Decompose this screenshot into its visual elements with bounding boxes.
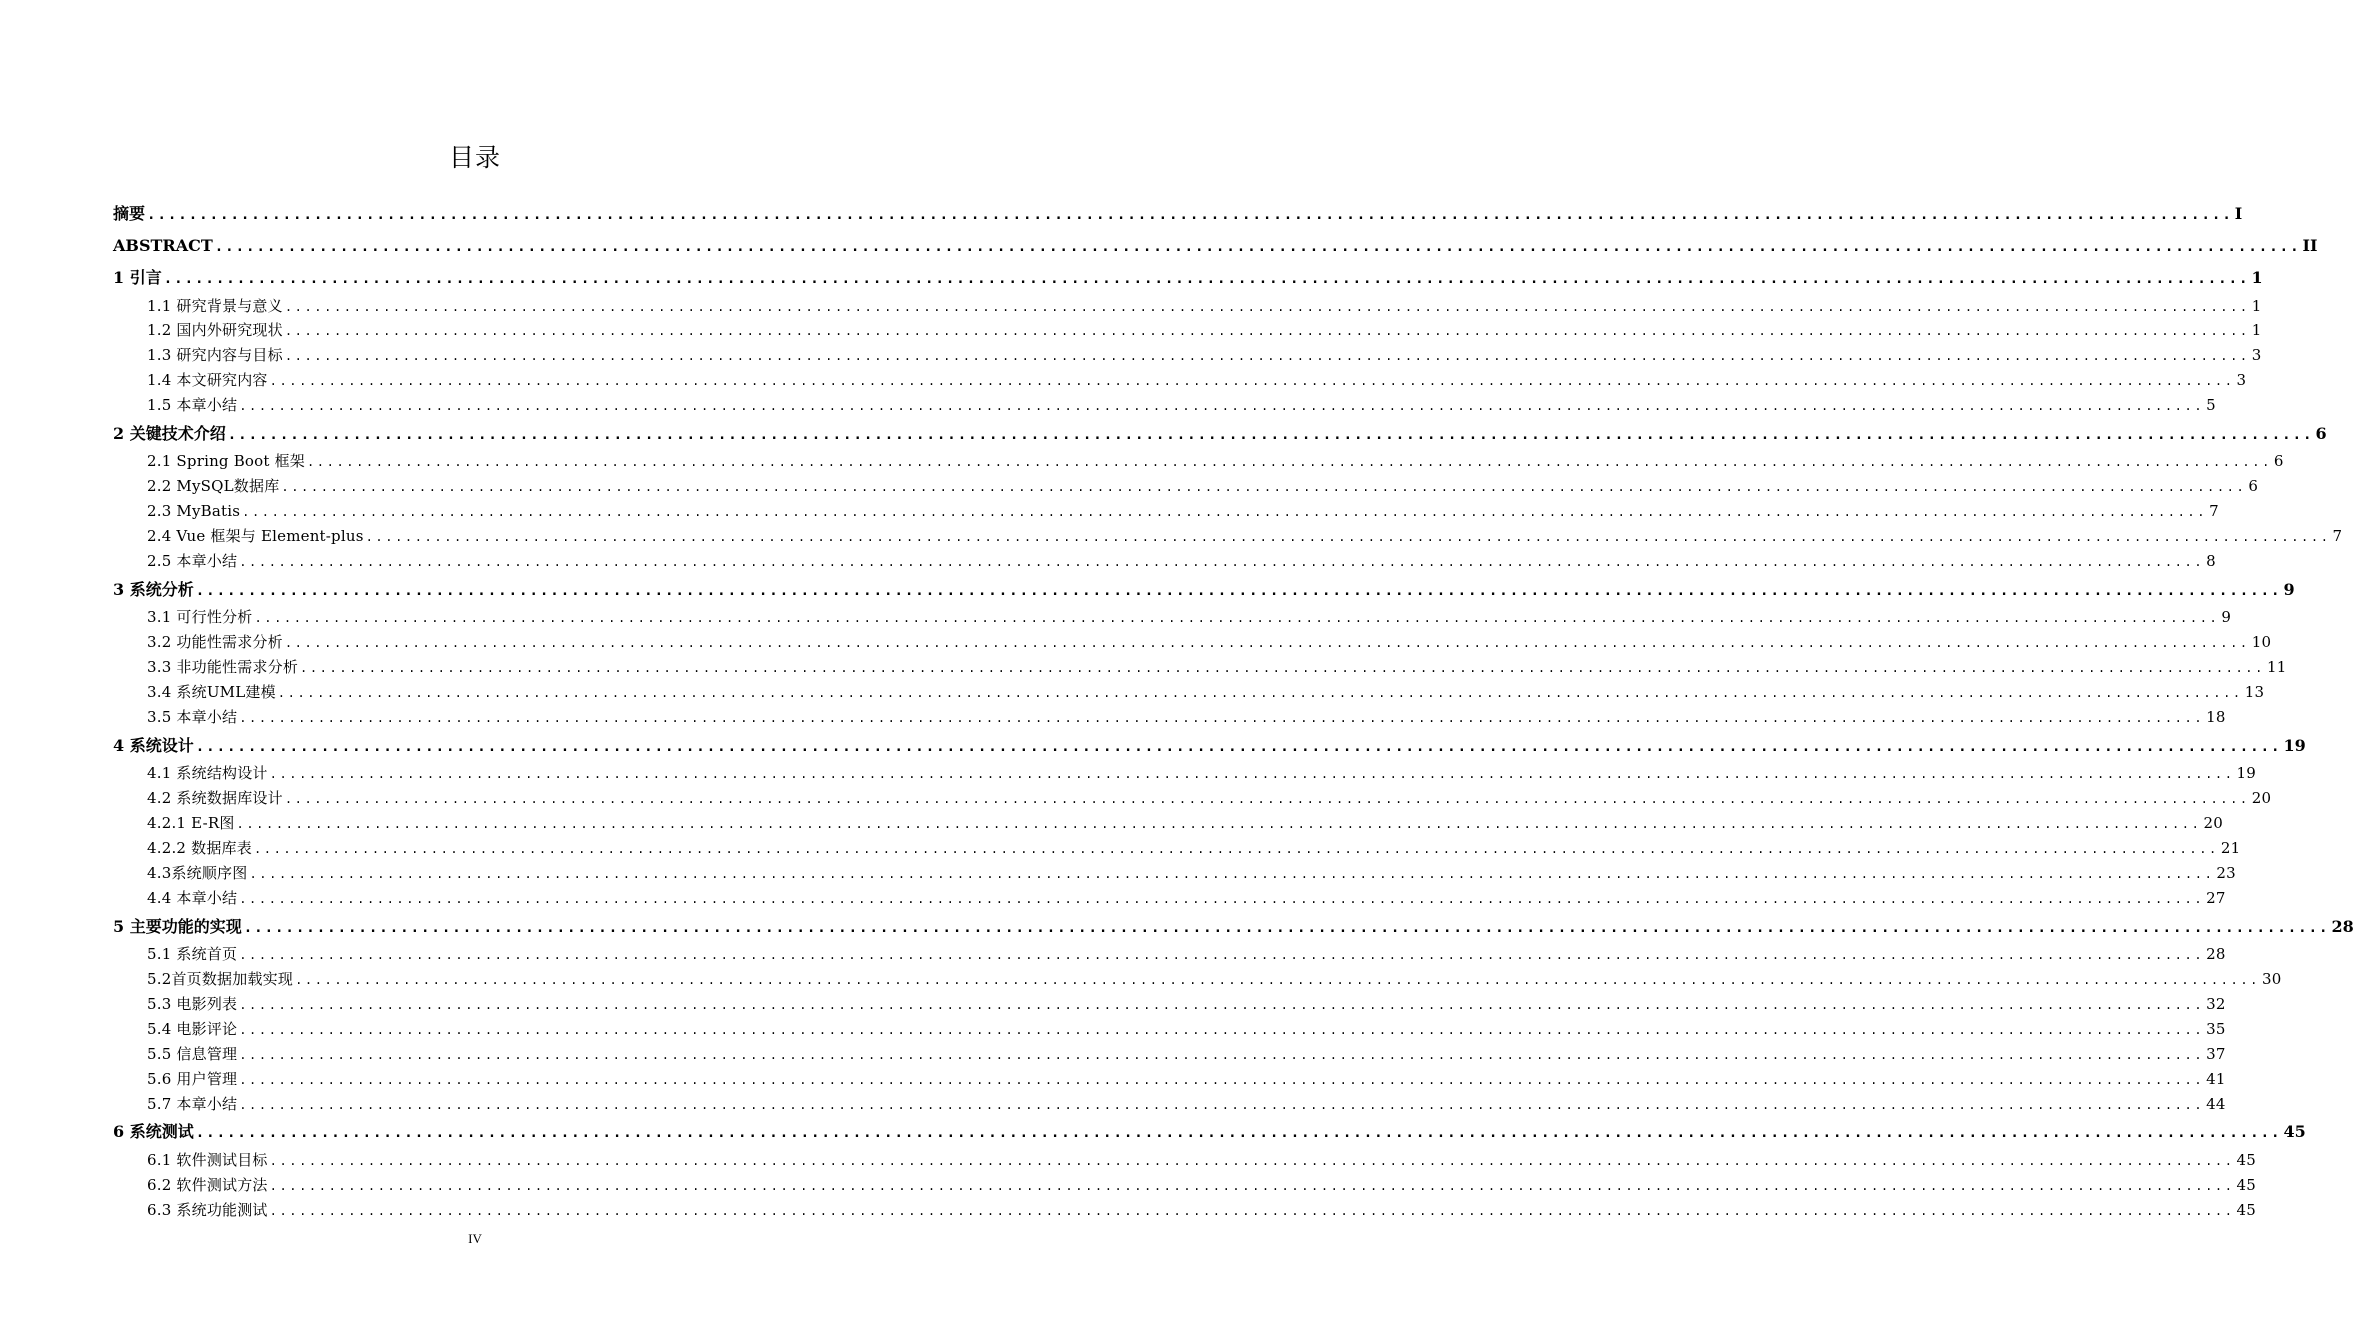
toc-dot-leader: ........................................................................................................................................................................................................: [195, 1125, 2282, 1142]
toc-dot-leader: ........................................................................................................................................................................................................: [269, 767, 2235, 782]
toc-entry-section[interactable]: [113, 1198, 2257, 1223]
toc-entry-chapter[interactable]: [113, 574, 2295, 606]
toc-entry-page-number: 23: [2216, 863, 2236, 882]
toc-entry-page-number: 18: [2206, 707, 2226, 726]
toc-entry-page-number: 6: [2315, 423, 2327, 443]
toc-entry-label: 6.1 软件测试目标: [147, 1150, 268, 1169]
toc-entry-page-number: 45: [2236, 1150, 2257, 1169]
toc-entry-page-number: 19: [2236, 764, 2257, 783]
toc-entry-label: 1.1 研究背景与意义: [147, 296, 283, 315]
toc-dot-leader: ........................................................................................................................................................................................................: [306, 455, 2272, 470]
toc-entry-section[interactable]: [113, 630, 2272, 655]
toc-dot-leader: ........................................................................................................................................................................................................: [239, 997, 2205, 1012]
toc-dot-leader: ........................................................................................................................................................................................................: [254, 611, 2220, 626]
toc-dot-leader: ........................................................................................................................................................................................................: [269, 1203, 2235, 1218]
toc-entry-label: 6.2 软件测试方法: [147, 1175, 268, 1194]
toc-dot-leader: ........................................................................................................................................................................................................: [295, 973, 2260, 988]
toc-entry-page-number: 8: [2206, 552, 2216, 571]
toc-dot-leader: ........................................................................................................................................................................................................: [239, 555, 2205, 570]
toc-entry-section[interactable]: [113, 992, 2226, 1017]
toc-entry-page-number: 19: [2283, 735, 2306, 755]
toc-entry-section[interactable]: [113, 655, 2287, 680]
toc-entry-page-number: 35: [2206, 1019, 2226, 1038]
toc-entry-section[interactable]: [113, 393, 2216, 418]
toc-dot-leader: ........................................................................................................................................................................................................: [227, 426, 2314, 443]
toc-dot-leader: ........................................................................................................................................................................................................: [239, 1072, 2205, 1087]
toc-entry-label: 5.3 电影列表: [147, 994, 238, 1013]
toc-entry-chapter[interactable]: [113, 418, 2327, 450]
toc-entry-label: 4.2 系统数据库设计: [147, 789, 283, 808]
toc-entry-section[interactable]: [113, 967, 2282, 992]
toc-entry-page-number: 28: [2206, 945, 2226, 964]
toc-entry-section[interactable]: [113, 499, 2219, 524]
toc-dot-leader: ........................................................................................................................................................................................................: [147, 207, 2233, 223]
footer-page-number: IV: [468, 1231, 482, 1246]
toc-dot-leader: ........................................................................................................................................................................................................: [195, 582, 2282, 599]
toc-dot-leader: ........................................................................................................................................................................................................: [239, 1047, 2205, 1062]
toc-dot-leader: ........................................................................................................................................................................................................: [239, 948, 2205, 963]
toc-entry-label: 3.1 可行性分析: [147, 608, 253, 627]
toc-entry-label: 4.4 本章小结: [147, 888, 238, 907]
toc-entry-section[interactable]: [113, 549, 2216, 574]
toc-dot-leader: ........................................................................................................................................................................................................: [243, 919, 2330, 936]
toc-entry-label: ABSTRACT: [113, 236, 213, 255]
toc-entry-label: 4.3系统顺序图: [147, 863, 248, 882]
toc-entry-label: 5.4 电影评论: [147, 1019, 238, 1038]
toc-entry-page-number: 44: [2206, 1094, 2226, 1113]
toc-entry-label: 3.2 功能性需求分析: [147, 633, 283, 652]
toc-entry-label: 5.5 信息管理: [147, 1044, 238, 1063]
toc-entry-section[interactable]: [113, 449, 2284, 474]
toc-entry-page-number: 1: [2251, 296, 2262, 315]
toc-entry-label: 5.7 本章小结: [147, 1094, 238, 1113]
toc-entry-page-number: 11: [2266, 658, 2287, 677]
toc-entry-page-number: 10: [2251, 633, 2272, 652]
toc-entry-label: 4 系统设计: [113, 735, 194, 755]
toc-entry-section[interactable]: [113, 886, 2226, 911]
toc-entry-page-number: 37: [2206, 1044, 2226, 1063]
toc-entry-page-number: 41: [2206, 1069, 2226, 1088]
toc-entry-label: 5.6 用户管理: [147, 1069, 238, 1088]
toc-entry-page-number: 9: [2283, 579, 2295, 599]
toc-entry-chapter[interactable]: [113, 198, 2243, 230]
toc-entry-section[interactable]: [113, 680, 2265, 705]
toc-entry-page-number: 6: [2248, 477, 2259, 496]
toc-entry-label: 摘要: [113, 204, 146, 223]
toc-dot-leader: ........................................................................................................................................................................................................: [239, 1097, 2205, 1112]
toc-dot-leader: ........................................................................................................................................................................................................: [281, 480, 2247, 495]
toc-dot-leader: ........................................................................................................................................................................................................: [239, 710, 2205, 725]
toc-entry-chapter[interactable]: [113, 262, 2263, 294]
toc-entry-label: 1.4 本文研究内容: [147, 371, 268, 390]
toc-dot-leader: ........................................................................................................................................................................................................: [284, 299, 2250, 314]
toc-entry-section[interactable]: [113, 318, 2262, 343]
toc-entry-page-number: 20: [2251, 789, 2272, 808]
toc-dot-leader: ........................................................................................................................................................................................................: [277, 686, 2243, 701]
toc-entry-label: 1.2 国内外研究现状: [147, 321, 283, 340]
toc-entry-page-number: 13: [2244, 683, 2265, 702]
toc-entry-section[interactable]: [113, 605, 2232, 630]
toc-dot-leader: ........................................................................................................................................................................................................: [269, 1153, 2235, 1168]
toc-entry-page-number: 32: [2206, 994, 2226, 1013]
toc-entry-page-number: I: [2234, 204, 2243, 223]
toc-entry-page-number: 45: [2283, 1122, 2306, 1142]
toc-entry-page-number: 45: [2236, 1200, 2257, 1219]
toc-entry-page-number: 7: [2332, 527, 2343, 546]
toc-dot-leader: ........................................................................................................................................................................................................: [239, 1022, 2205, 1037]
toc-title: 目录: [448, 143, 501, 172]
toc-entry-section[interactable]: [113, 1092, 2226, 1117]
toc-entry-section[interactable]: [113, 524, 2343, 549]
toc-entry-page-number: 45: [2236, 1175, 2257, 1194]
toc-entry-label: 4.2.1 E-R图: [147, 814, 235, 833]
toc-entry-label: 5 主要功能的实现: [113, 916, 242, 936]
toc-entry-chapter[interactable]: [113, 230, 2318, 262]
toc-entry-section[interactable]: [113, 1067, 2226, 1092]
toc-entry-page-number: 28: [2331, 916, 2354, 936]
toc-entry-page-number: 30: [2261, 970, 2282, 989]
toc-dot-leader: ........................................................................................................................................................................................................: [284, 349, 2250, 364]
toc-dot-leader: ........................................................................................................................................................................................................: [253, 842, 2219, 857]
toc-entry-page-number: 9: [2221, 608, 2232, 627]
toc-entry-label: 5.2首页数据加载实现: [147, 970, 294, 989]
toc-dot-leader: ........................................................................................................................................................................................................: [236, 817, 2202, 832]
toc-entry-label: 3.5 本章小结: [147, 707, 238, 726]
toc-entry-page-number: 5: [2206, 396, 2216, 415]
toc-entry-section[interactable]: [113, 705, 2226, 730]
toc-entry-section[interactable]: [113, 1042, 2226, 1067]
toc-entry-section[interactable]: [113, 368, 2247, 393]
toc-dot-leader: ........................................................................................................................................................................................................: [239, 399, 2205, 414]
toc-entry-chapter[interactable]: [113, 911, 2354, 943]
toc-entry-page-number: II: [2302, 236, 2318, 255]
toc-dot-leader: ........................................................................................................................................................................................................: [284, 324, 2250, 339]
toc-entry-section[interactable]: [113, 786, 2272, 811]
toc-entry-label: 1.5 本章小结: [147, 396, 238, 415]
toc-dot-leader: ........................................................................................................................................................................................................: [249, 866, 2215, 881]
toc-dot-leader: ........................................................................................................................................................................................................: [269, 1178, 2235, 1193]
toc-entry-label: 5.1 系统首页: [147, 945, 238, 964]
toc-entry-section[interactable]: [113, 942, 2226, 967]
toc-entry-page-number: 3: [2236, 371, 2247, 390]
toc-dot-leader: ........................................................................................................................................................................................................: [365, 530, 2331, 545]
toc-dot-leader: ........................................................................................................................................................................................................: [195, 738, 2282, 755]
toc-entry-chapter[interactable]: [113, 730, 2306, 762]
toc-entry-label: 2.4 Vue 框架与 Element-plus: [147, 527, 364, 546]
toc-entry-label: 3 系统分析: [113, 579, 194, 599]
toc-entry-label: 2.2 MySQL数据库: [147, 477, 280, 496]
toc-entry-section[interactable]: [113, 861, 2236, 886]
toc-entry-label: 3.3 非功能性需求分析: [147, 658, 299, 677]
toc-entry-page-number: 7: [2209, 502, 2219, 521]
toc-dot-leader: ........................................................................................................................................................................................................: [284, 792, 2250, 807]
toc-entry-label: 1 引言: [113, 268, 162, 287]
toc-entry-label: 2 关键技术介绍: [113, 423, 226, 443]
toc-dot-leader: ........................................................................................................................................................................................................: [269, 374, 2235, 389]
toc-dot-leader: ........................................................................................................................................................................................................: [242, 505, 2208, 520]
toc-dot-leader: ........................................................................................................................................................................................................: [284, 636, 2250, 651]
toc-entry-label: 4.2.2 数据库表: [147, 839, 252, 858]
toc-dot-leader: ........................................................................................................................................................................................................: [214, 239, 2301, 255]
table-of-contents: [113, 198, 2354, 1223]
toc-entry-label: 6.3 系统功能测试: [147, 1200, 268, 1219]
toc-entry-section[interactable]: [113, 1017, 2226, 1042]
toc-entry-label: 1.3 研究内容与目标: [147, 346, 283, 365]
toc-entry-section[interactable]: [113, 294, 2262, 319]
toc-entry-section[interactable]: [113, 836, 2241, 861]
toc-dot-leader: ........................................................................................................................................................................................................: [300, 661, 2265, 676]
toc-entry-page-number: 3: [2251, 346, 2262, 365]
toc-entry-page-number: 1: [2251, 321, 2262, 340]
toc-entry-page-number: 6: [2273, 452, 2284, 471]
toc-entry-page-number: 1: [2251, 268, 2263, 287]
toc-entry-label: 3.4 系统UML建模: [147, 683, 276, 702]
toc-entry-label: 2.1 Spring Boot 框架: [147, 452, 305, 471]
toc-entry-page-number: 27: [2206, 888, 2226, 907]
toc-entry-section[interactable]: [113, 761, 2257, 786]
toc-entry-label: 6 系统测试: [113, 1122, 194, 1142]
toc-entry-label: 2.5 本章小结: [147, 552, 238, 571]
toc-entry-chapter[interactable]: [113, 1116, 2306, 1148]
toc-dot-leader: ........................................................................................................................................................................................................: [163, 271, 2250, 287]
toc-entry-label: 4.1 系统结构设计: [147, 764, 268, 783]
toc-entry-page-number: 21: [2220, 839, 2241, 858]
toc-entry-section[interactable]: [113, 1148, 2257, 1173]
toc-dot-leader: ........................................................................................................................................................................................................: [239, 891, 2205, 906]
toc-entry-section[interactable]: [113, 811, 2223, 836]
toc-entry-section[interactable]: [113, 343, 2262, 368]
toc-entry-page-number: 20: [2203, 814, 2223, 833]
toc-entry-section[interactable]: [113, 1173, 2257, 1198]
toc-entry-label: 2.3 MyBatis: [147, 502, 241, 521]
toc-entry-section[interactable]: [113, 474, 2259, 499]
